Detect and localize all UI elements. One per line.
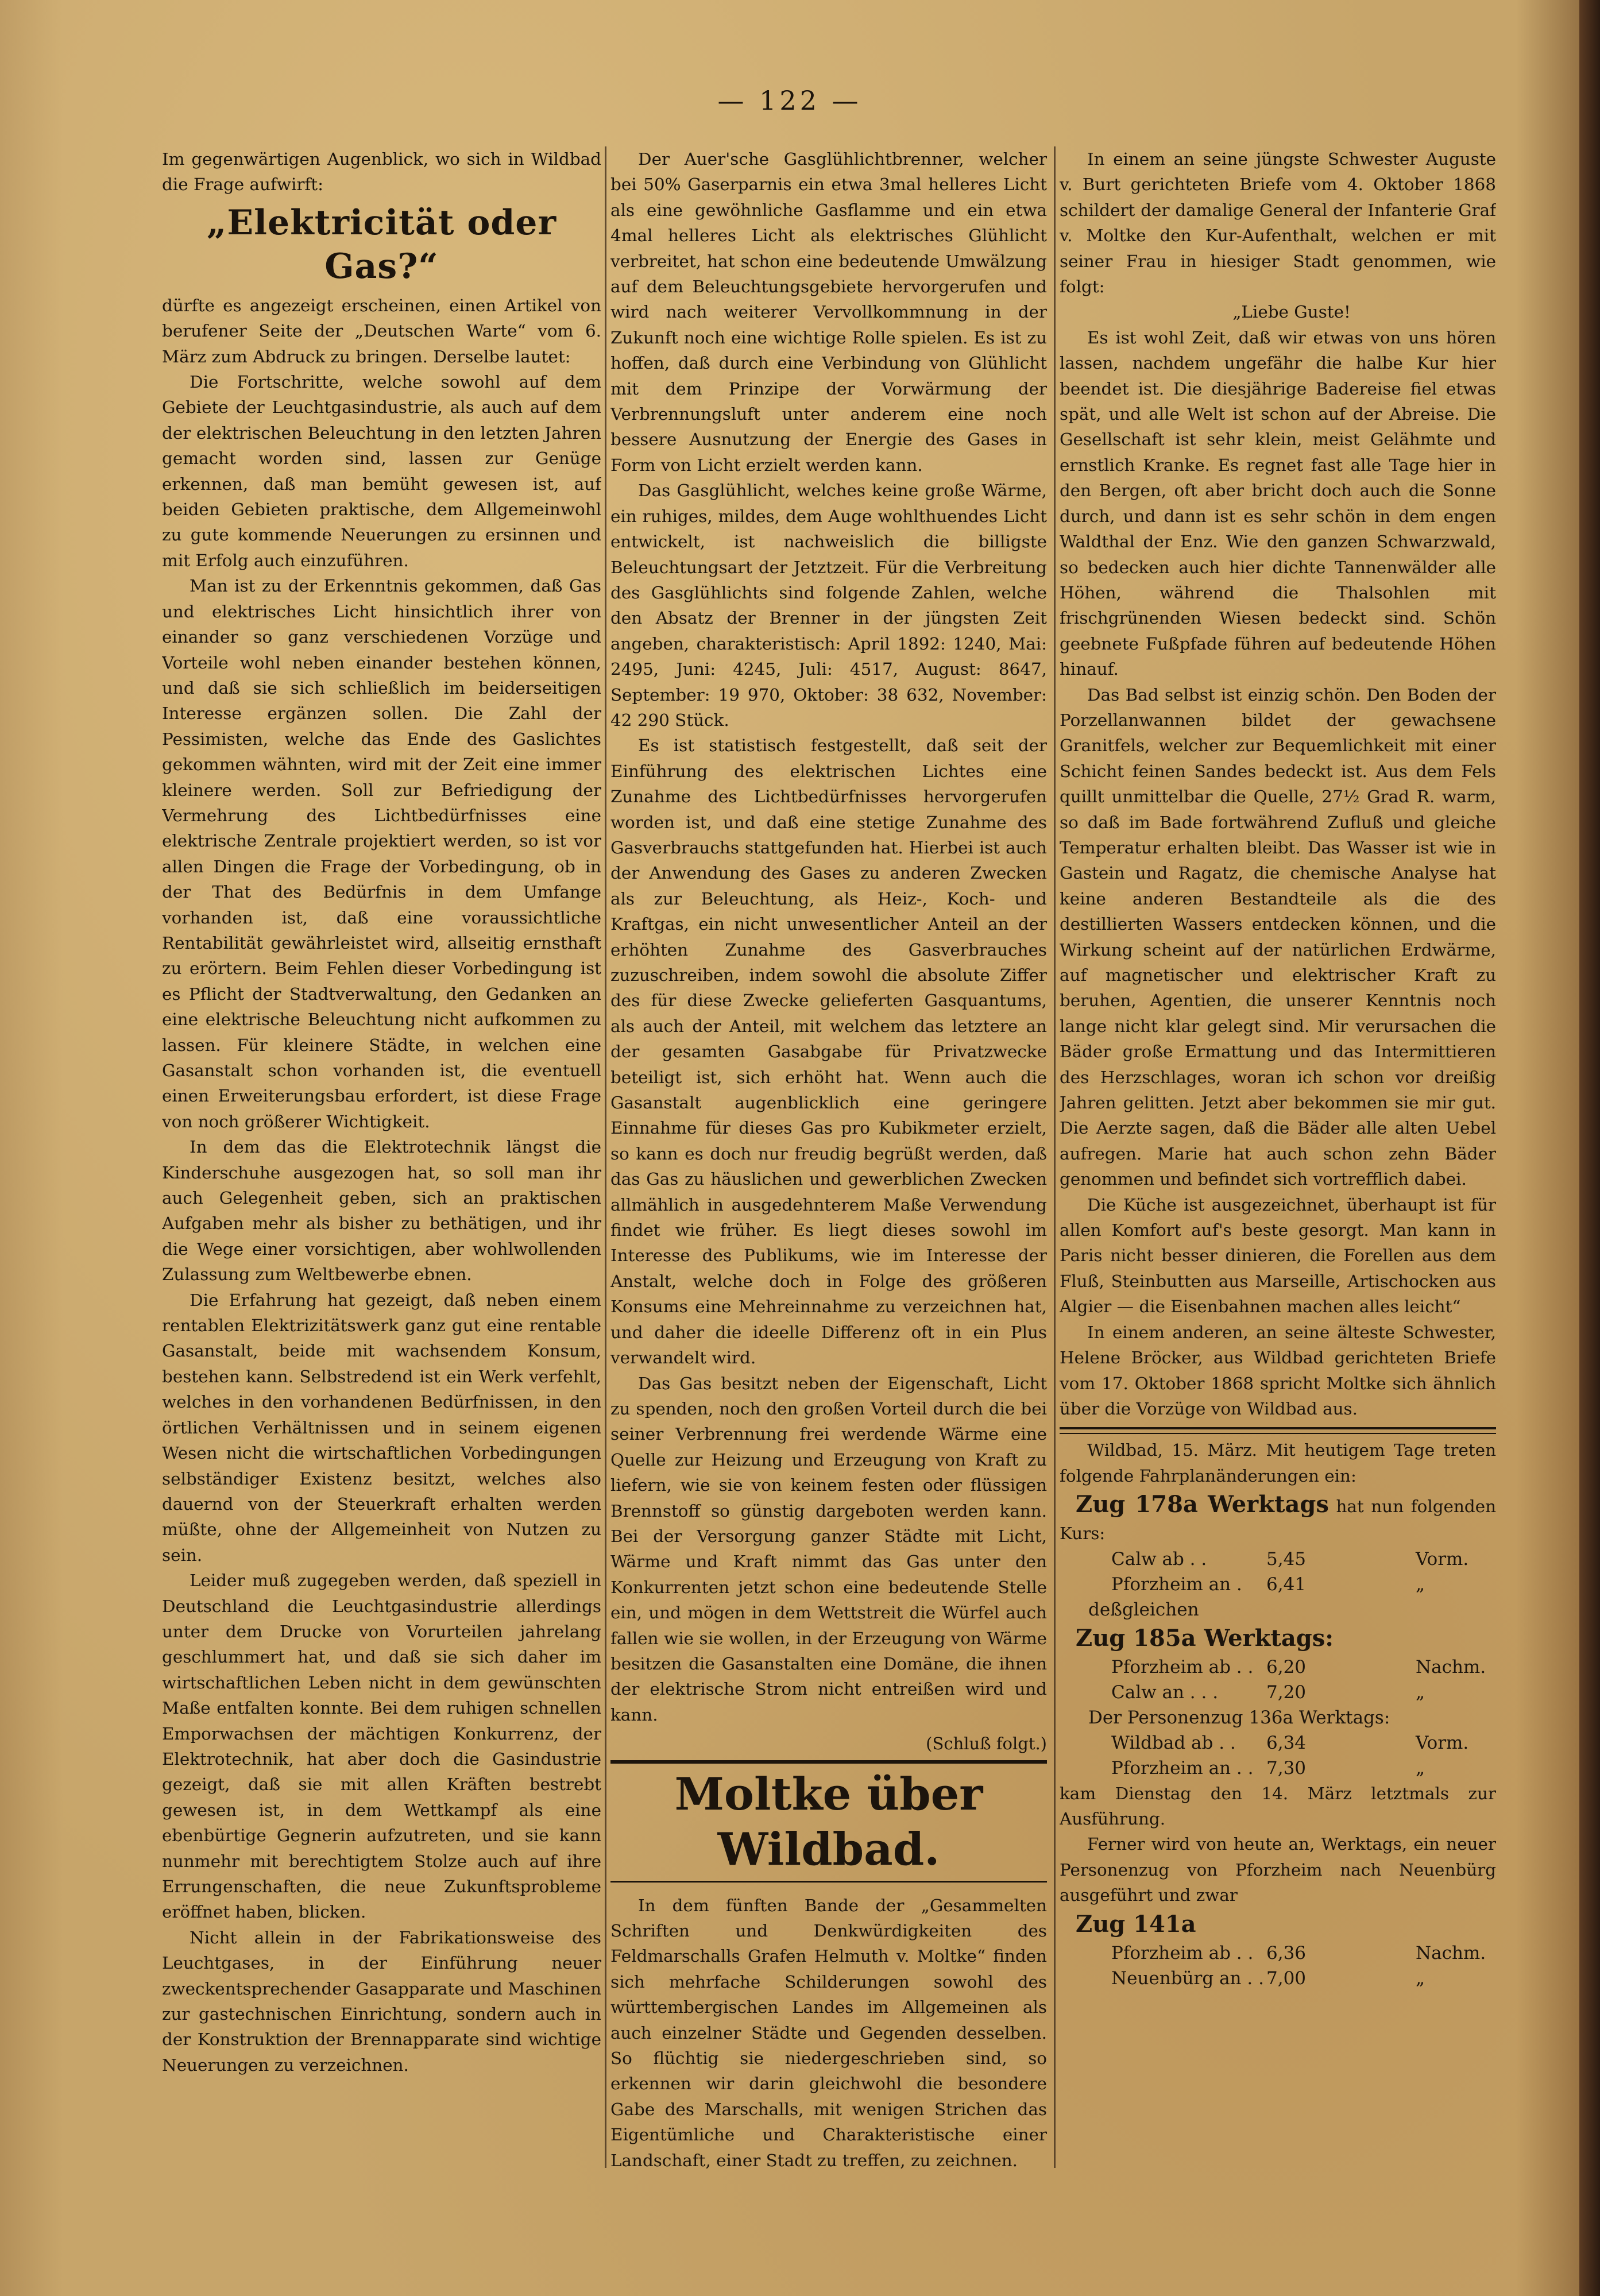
article-intro: Im gegenwärtigen Augenblick, wo sich in Wildbad die Frage aufwirft: xyxy=(162,149,601,195)
article-paragraph: Es ist statistisch festgestellt, daß seit der Einführung des elektrischen Lichtes eine Zunahme des Lichtbedürfnisses hervorgerufen worden ist, und daß eine stetige Zunahme des Gasverbrauchs stattgefunden hat. Hierbei ist auch der Anwendung des Gases zu anderen Zwecken als zur Beleuchtung, als Heiz-, Koch- und Kraftgas, ein nicht unwesentlicher Anteil an der erhöhten Zunahme des Gasverbrauches zuzuschreiben, indem sowohl die absolute Ziffer des für diese Zwecke gelieferten Gasquantums, als auch der Anteil, mit welchem das letztere an der gesamten Gasabgabe für Privatzwecke beteiligt ist, sich erhöht hat. Wenn auch die Gasanstalt augenblicklich eine geringere Einnahme für dieses Gas pro Kubikmeter erzielt, so kann es doch nur freudig begrüßt werden, daß das Gas zu häuslichen und gewerblichen Zwecken allmählich in ausgedehnterem Maße Verwendung findet wie früher. Es liegt dieses sowohl im Interesse des Publikums, wie im Interesse der Anstalt, welche doch in Folge des größeren Konsums eine Mehreinnahme zu verzeichnen hat, und daher die ideelle Differenz oft in ein Plus verwandelt wird. xyxy=(610,736,1047,1368)
period: „ xyxy=(1416,1682,1425,1703)
letter-paragraph: Die Küche ist ausgezeichnet, überhaupt ist für allen Komfort auf's beste gesorgt. Man kann in Paris nicht besser dinieren, die Forellen aus dem Fluß, Steinbutten aus Marseille, Artischocken aus Algier — die Eisenbahnen machen alles leicht“ xyxy=(1060,1195,1496,1317)
stop: Pforzheim ab . . xyxy=(1111,1942,1254,1963)
time: 6,36 xyxy=(1266,1942,1307,1963)
stop: Pforzheim ab . . xyxy=(1111,1656,1254,1677)
stop: Neuenbürg an . . xyxy=(1111,1968,1264,1989)
time: 7,20 xyxy=(1266,1682,1307,1703)
article-paragraph: Leider muß zugegeben werden, daß speziell in Deutschland die Leuchtgasindustrie allerdings unter dem Drucke von Vorurteilen jahrelang geschlummert hat, und daß sie sich daher im wirtschaftlichen Leben nicht in dem gewünschten Maße entfalten konnte. Bei dem ruhigen schnellen Emporwachsen der mächtigen Konkurrenz, der Elektrotechnik, hat aber doch die Gasindustrie gezeigt, daß sie mit allen Kräften bestrebt gewesen ist, in dem Wettkampf als eine ebenbürtige Gegnerin aufzutreten, und sie kann nunmehr mit berechtigtem Stolze auch auf ihre Errungenschaften, die neue Zukunftsprobleme eröffnet haben, blicken. xyxy=(162,1571,601,1922)
moltke-article-title: Moltke über Wildbad. xyxy=(610,1760,1047,1883)
train-note: kam Dienstag den 14. März letztmals zur Ausführung. xyxy=(1060,1783,1496,1829)
news-paragraph: Ferner wird von heute an, Werktags, ein neuer Personenzug von Pforzheim nach Neuenbürg ausgeführt und zwar xyxy=(1060,1834,1496,1905)
train-note: hat nun folgenden Kurs: xyxy=(1060,1497,1496,1544)
page-number: — 122 — xyxy=(717,85,862,116)
train-title: Zug 178a Werktags xyxy=(1076,1491,1329,1518)
article-paragraph: Man ist zu der Erkenntnis gekommen, daß Gas und elektrisches Licht hinsichtlich ihrer von einander so ganz verschiedenen Vorzüge und Vorteile wohl neben einander bestehen können, und daß sie sich schließlich im beiderseitigen Interesse ergänzen sollen. Die Zahl der Pessimisten, welche das Ende des Gaslichtes gekommen wähnten, wird mit der Zeit eine immer kleinere werden. Soll zur Befriedigung der Vermehrung des Lichtbedürfnisses eine elektrische Zentrale projektiert werden, so ist vor allen Dingen die Frage der Vorbedingung, ob in der That des Bedürfnis in dem Umfange vorhanden ist, daß eine voraussichtliche Rentabilität gewährleistet wird, allseitig ernsthaft zu erörtern. Beim Fehlen dieser Vorbedingung ist es Pflicht der Stadtverwaltung, den Gedanken an eine elektrische Beleuchtung nicht aufkommen zu lassen. Für kleinere Städte, in welchen eine Gasanstalt schon vorhanden ist, die eventuell einen Erweiterungsbau erfordert, ist diese Frage von noch größerer Wichtigkeit. xyxy=(162,576,601,1131)
article-paragraph: Die Erfahrung hat gezeigt, daß neben einem rentablen Elektrizitätswerk ganz gut eine rentable Gasanstalt, beide mit wachsendem Konsum, bestehen kann. Selbstredend ist ein Werk verfehlt, welches in den vorhandenen Bedürfnissen, in den örtlichen Verhältnissen und in seinem eigenen Wesen nicht die wirtschaftlichen Vorbedingungen selbständiger Existenz besitzt, welches also dauernd von der Steuerkraft erhalten werden müßte, ohne der Allgemeinheit von Nutzen zu sein. xyxy=(162,1290,601,1565)
stop: Pforzheim an . . xyxy=(1111,1757,1254,1779)
stop: Calw an . . . xyxy=(1111,1682,1219,1703)
column-rule xyxy=(1054,146,1056,2168)
article-paragraph: Das Gasglühlicht, welches keine große Wärme, ein ruhiges, mildes, dem Auge wohlthuendes Licht entwickelt, ist nachweislich die billigste Beleuchtungsart der Jetztzeit. Für die Verbreitung des Gasglühlichts sind folgende Zahlen, welche den Absatz der Brenner in der jüngsten Zeit angeben, charakteristisch: April 1892: 1240, Mai: 2495, Juni: 4245, Juli: 4517, August: 8647, September: 19 970, Oktober: 38 632, November: 42 290 Stück. xyxy=(610,481,1047,730)
time: 6,20 xyxy=(1266,1656,1307,1677)
column-rule xyxy=(605,146,606,2168)
time: 6,41 xyxy=(1266,1574,1307,1595)
section-divider xyxy=(1060,1427,1496,1434)
column-1 xyxy=(162,146,601,2174)
scan-edge xyxy=(1579,0,1600,2296)
same-note: deßgleichen xyxy=(1088,1599,1199,1620)
timetable-row xyxy=(1111,1756,1496,1781)
timetable-row xyxy=(1111,1547,1496,1572)
timetable-row xyxy=(1111,1655,1496,1680)
train-title: Zug 141a xyxy=(1076,1910,1196,1938)
time: 7,00 xyxy=(1266,1968,1307,1989)
article-paragraph: In einem an seine jüngste Schwester Auguste v. Burt gerichteten Briefe vom 4. Oktober 1868 schildert der damalige General der Infanterie Graf v. Moltke den Kur-Aufenthalt, welchen er mit seiner Frau in hiesiger Stadt genommen, wie folgt: xyxy=(1060,149,1496,297)
continued-note: (Schluß folgt.) xyxy=(926,1734,1047,1754)
timetable-row xyxy=(1111,1941,1496,1966)
article-paragraph: Nicht allein in der Fabrikationsweise des Leuchtgases, in der Einführung neuer zweckentsprechender Gasapparate und Maschinen zur gastechnischen Einrichtung, sondern auch in der Konstruktion der Brennapparate sind wichtige Neuerungen zu verzeichnen. xyxy=(162,1927,601,2075)
period: Nachm. xyxy=(1416,1656,1486,1677)
article-headline: „Elektricität oder Gas?“ xyxy=(206,202,557,287)
time: 5,45 xyxy=(1266,1548,1307,1570)
train-block xyxy=(1060,1489,1496,1546)
train-title: Der Personenzug 136a Werktags: xyxy=(1088,1707,1390,1728)
column-2 xyxy=(610,146,1047,2174)
article-intro-2: dürfte es angezeigt erscheinen, einen Artikel von berufener Seite der „Deutschen Warte“ vom 6. März zum Abdruck zu bringen. Derselbe lautet: xyxy=(162,295,601,366)
timetable-row xyxy=(1111,1966,1496,1991)
letter-salutation: „Liebe Guste! xyxy=(1232,302,1351,322)
time: 6,34 xyxy=(1266,1732,1307,1753)
column-3 xyxy=(1060,146,1496,2174)
train-title: Zug 185a Werktags: xyxy=(1076,1624,1334,1652)
period: „ xyxy=(1416,1757,1425,1779)
period: „ xyxy=(1416,1968,1425,1989)
stop: Pforzheim an . xyxy=(1111,1574,1242,1595)
stop: Wildbad ab . . xyxy=(1111,1732,1236,1753)
timetable-row xyxy=(1111,1730,1496,1756)
stop: Calw ab . . xyxy=(1111,1548,1207,1570)
letter-paragraph: Es ist wohl Zeit, daß wir etwas von uns hören lassen, nachdem ungefähr die halbe Kur hier beendet ist. Die diesjährige Badereise fiel etwas spät, und alle Welt ist schon auf der Abreise. Die Gesellschaft ist sehr klein, meist Gelähmte und ernstlich Kranke. Es regnet fast alle Tage hier in den Bergen, oft aber bricht doch auch die Sonne durch, und dann ist es sehr schön in dem engen Waldthal der Enz. Wie den ganzen Schwarzwald, so bedecken auch hier dichte Tannenwälder alle Höhen, während die Thalsohlen mit frischgrünenden Wiesen bedeckt sind. Schön geebnete Fußpfade führen auf bedeutende Höhen hinauf. xyxy=(1060,327,1496,679)
time: 7,30 xyxy=(1266,1757,1307,1779)
period: Vorm. xyxy=(1416,1548,1469,1570)
timetable-row xyxy=(1111,1680,1496,1705)
article-paragraph: In dem fünften Bande der „Gesammelten Schriften und Denkwürdigkeiten des Feldmarschalls Grafen Helmuth v. Moltke“ finden sich mehrfache Schilderungen sowohl des württembergischen Landes im Allgemeinen als auch einzelner Städte und Gegenden desselben. So flüchtig sie niedergeschrieben sind, so erkennen wir darin gleichwohl die besondere Gabe des Marschalls, mit wenigen Strichen das Eigentümliche und Charakteristische einer Landschaft, einer Stadt zu treffen, zu zeichnen. xyxy=(610,1895,1047,2170)
article-paragraph: In dem das die Elektrotechnik längst die Kinderschuhe ausgezogen hat, so soll man ihr auch Gelegenheit geben, sich an praktischen Aufgaben mehr als bisher zu bethätigen, und ihr die Wege einer vorsichtigen, aber wohlwollenden Zulassung zum Weltbewerbe ebnen. xyxy=(162,1137,601,1285)
timetable-row xyxy=(1111,1572,1496,1597)
article-paragraph: Der Auer'sche Gasglühlichtbrenner, welcher bei 50% Gaserparnis ein etwa 3mal helleres Licht als eine gewöhnliche Gasflamme und ein etwa 4mal helleres Licht als elektrisches Glühlicht verbreitet, hat schon eine bedeutende Umwälzung auf dem Beleuchtungsgebiete hervorgerufen und wird nach weiterer Vervollkommnung in der Zukunft noch eine wichtige Rolle spielen. Es ist zu hoffen, daß durch eine Verbindung von Glühlicht mit dem Prinzipe der Vorwärmung der Verbrennungsluft unter anderem eine noch bessere Ausnutzung der Energie des Gases in Form von Licht erzielt werden kann. xyxy=(610,149,1047,475)
period: Vorm. xyxy=(1416,1732,1469,1753)
news-intro: Wildbad, 15. März. Mit heutigem Tage treten folgende Fahrplanänderungen ein: xyxy=(1060,1440,1496,1486)
period: „ xyxy=(1416,1574,1425,1595)
period: Nachm. xyxy=(1416,1942,1486,1963)
article-paragraph: Das Gas besitzt neben der Eigenschaft, Licht zu spenden, noch den großen Vorteil durch die bei seiner Verbrennung frei werdende Wärme eine Quelle zur Heizung und Erzeugung von Kraft zu liefern, wie sie von keinem festen oder flüssigen Brennstoff so günstig dargeboten werden kann. Bei der Versorgung ganzer Städte mit Licht, Wärme und Kraft nimmt das Gas unter den Konkurrenten jetzt schon eine bedeutende Stelle ein, und mögen in dem Wettstreit die Würfel auch fallen wie sie wollen, in der Erzeugung von Wärme besitzen die Gasanstalten eine Domäne, die ihnen der elektrische Strom nicht entreißen wird und kann. xyxy=(610,1373,1047,1725)
article-paragraph: In einem anderen, an seine älteste Schwester, Helene Bröcker, aus Wildbad gerichteten Briefe vom 17. Oktober 1868 spricht Moltke sich ähnlich über die Vorzüge von Wildbad aus. xyxy=(1060,1322,1496,1418)
letter-paragraph: Das Bad selbst ist einzig schön. Den Boden der Porzellanwannen bildet der gewachsene Granitfels, welcher zur Bequemlichkeit mit einer Schicht feinen Sandes bedeckt ist. Aus dem Fels quillt unmittelbar die Quelle, 27½ Grad R. warm, so daß im Bade fortwährend Zufluß und gleiche Temperatur erhalten bleibt. Das Wasser ist wie in Gastein und Ragatz, die chemische Analyse hat keine anderen Bestandteile als die des destillierten Wassers entdecken können, und die Wirkung scheint auf der natürlichen Erdwärme, auf magnetischer und elektrischer Kraft zu beruhen, Agentien, die unserer Kenntnis noch lange nicht klar gelegt sind. Mir verursachen die Bäder große Ermattung und das Intermittieren des Herzschlages, woran ich schon vor dreißig Jahren gelitten. Jetzt aber bekommen sie mir gut. Die Aerzte sagen, daß die Bäder alle alten Uebel aufregen. Marie hat auch schon zehn Bäder genommen und befindet sich vortrefflich dabei. xyxy=(1060,685,1496,1189)
article-paragraph: Die Fortschritte, welche sowohl auf dem Gebiete der Leuchtgasindustrie, als auch auf dem der elektrischen Beleuchtung in den letzten Jahren gemacht worden sind, lassen zur Genüge erkennen, daß man bemüht gewesen ist, auf beiden Gebieten praktische, dem Allgemeinwohl zu gute kommende Neuerungen zu ersinnen und mit Erfolg auch einzuführen. xyxy=(162,372,601,570)
